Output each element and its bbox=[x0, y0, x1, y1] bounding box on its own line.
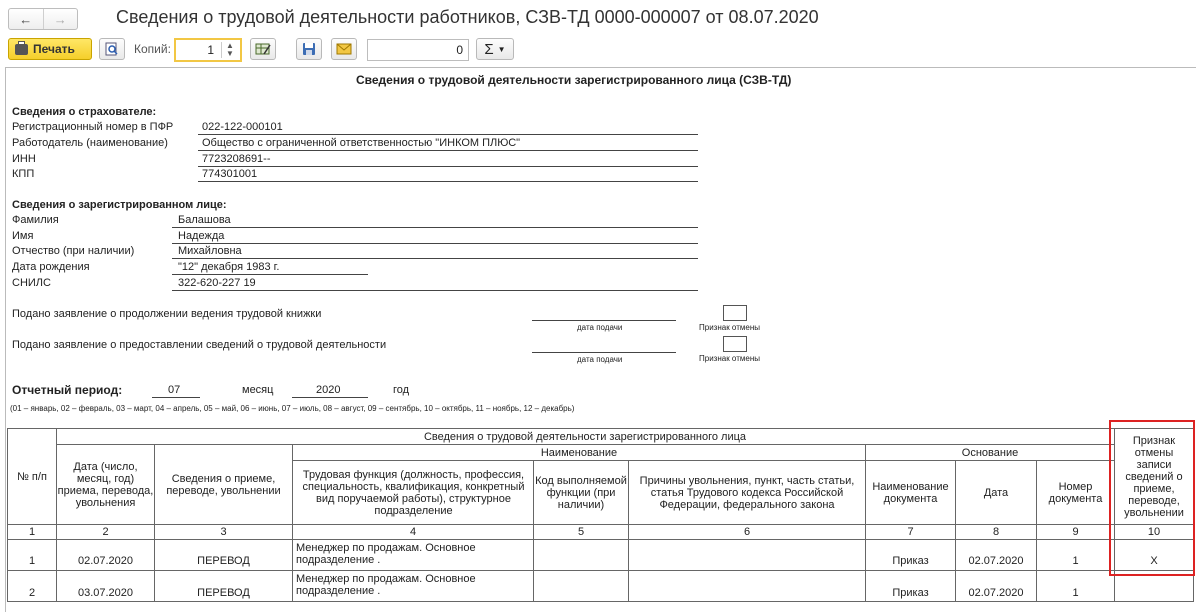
field-label: Работодатель (наименование) bbox=[12, 137, 168, 149]
cancel-checkbox[interactable] bbox=[723, 305, 747, 321]
field-label: ИНН bbox=[12, 153, 36, 165]
header-doc-num: Номер документа bbox=[1048, 480, 1103, 505]
email-button[interactable] bbox=[331, 38, 357, 60]
window-title: Сведения о трудовой деятельности работников, СЗВ-ТД 0000-000007 от 08.07.2020 bbox=[116, 7, 819, 27]
cancel-caption: Признак отмены bbox=[699, 323, 760, 332]
cell-doc-num: 1 bbox=[1072, 586, 1079, 599]
print-button[interactable] bbox=[8, 38, 92, 60]
cell-doc-date: 02.07.2020 bbox=[968, 555, 1024, 567]
cell-cancel bbox=[1115, 584, 1193, 601]
copies-input[interactable] bbox=[174, 38, 242, 62]
field-value: Балашова bbox=[178, 214, 231, 226]
back-arrow-icon[interactable]: ← bbox=[19, 11, 33, 27]
period-year-label: год bbox=[393, 384, 410, 396]
period-label: Отчетный период: bbox=[12, 383, 123, 397]
period-year: 2020 bbox=[316, 384, 341, 396]
title-bar bbox=[0, 0, 1200, 34]
cell-function: Менеджер по продажам. Основное подразделение . bbox=[296, 573, 476, 597]
field-label: КПП bbox=[12, 168, 35, 180]
date-caption: дата подачи bbox=[577, 355, 623, 364]
cell-doc-name: Приказ bbox=[892, 586, 929, 599]
floppy-icon bbox=[302, 42, 316, 56]
header-reason: Причины увольнения, пункт, часть статьи, статья Трудового кодекса Российской Федерации, федерального закона bbox=[639, 474, 855, 511]
header-doc-name: Наименование документа bbox=[872, 480, 949, 505]
document-heading: Сведения о трудовой деятельности зарегистрированного лица (СЗВ-ТД) bbox=[356, 73, 792, 87]
cell-num: 1 bbox=[28, 555, 36, 567]
header-code: Код выполняемой функции (при наличии) bbox=[535, 474, 627, 511]
field-label: Дата рождения bbox=[12, 261, 90, 273]
cell-info: ПЕРЕВОД bbox=[197, 555, 250, 567]
period-month-label: месяц bbox=[242, 384, 274, 396]
header-function: Трудовая функция (должность, профессия, специальность, квалификация, конкретный вид поручаемой работы), структурное подразделение bbox=[302, 468, 525, 517]
period-hint: (01 – январь, 02 – февраль, 03 – март, 04 – апрель, 05 – май, 06 – июнь, 07 – июль, 08 – август, 09 – сентябрь, 10 – октябрь, 11 – ноябрь, 12 – декабрь) bbox=[10, 404, 575, 413]
field-value: Михайловна bbox=[178, 245, 242, 257]
table-edit-icon bbox=[255, 42, 271, 56]
header-date: Дата (число, месяц, год) приема, перевода, увольнения bbox=[57, 460, 154, 509]
person-section-title: Сведения о зарегистрированном лице: bbox=[12, 199, 227, 211]
field-value: 7723208691-- bbox=[202, 153, 271, 165]
cell-date: 02.07.2020 bbox=[77, 555, 134, 567]
field-label: Регистрационный номер в ПФР bbox=[12, 121, 174, 133]
header-info: Сведения о приеме, переводе, увольнении bbox=[166, 472, 281, 497]
field-value: 022-122-000101 bbox=[202, 121, 283, 133]
date-caption: дата подачи bbox=[577, 323, 623, 332]
column-number: 7 bbox=[907, 526, 914, 538]
field-value: Надежда bbox=[178, 230, 225, 242]
field-value: Общество с ограниченной ответственностью "ИНКОМ ПЛЮС" bbox=[202, 137, 521, 149]
cell-num: 2 bbox=[28, 586, 36, 599]
header-doc-date: Дата bbox=[983, 486, 1009, 499]
cell-doc-date: 02.07.2020 bbox=[968, 586, 1024, 599]
column-number: 9 bbox=[1072, 526, 1079, 538]
header-basis-group: Основание bbox=[961, 446, 1019, 459]
magnifier-icon bbox=[105, 42, 119, 56]
header-num: № п/п bbox=[17, 470, 47, 483]
copies-value: 1 bbox=[207, 43, 214, 57]
field-label: Отчество (при наличии) bbox=[12, 245, 135, 257]
application-text: Подано заявление о предоставлении сведений о трудовой деятельности bbox=[12, 339, 387, 351]
field-value: 774301001 bbox=[202, 168, 258, 180]
cell-cancel: Х bbox=[1150, 555, 1158, 567]
header-naming-group: Наименование bbox=[540, 446, 618, 459]
application-text: Подано заявление о продолжении ведения трудовой книжки bbox=[12, 308, 322, 320]
column-number: 4 bbox=[409, 526, 417, 538]
save-button[interactable] bbox=[296, 38, 322, 60]
edit-button[interactable] bbox=[250, 38, 276, 60]
field-label: Имя bbox=[12, 230, 34, 242]
cancel-caption: Признак отмены bbox=[699, 354, 760, 363]
cancel-checkbox[interactable] bbox=[723, 336, 747, 352]
cell-doc-num: 1 bbox=[1072, 555, 1079, 567]
envelope-icon bbox=[336, 43, 352, 55]
column-number: 8 bbox=[992, 526, 1000, 538]
copies-label: Копий: bbox=[134, 42, 171, 56]
sum-field[interactable]: 0 bbox=[367, 39, 469, 61]
insurer-section-title: Сведения о страхователе: bbox=[12, 106, 157, 118]
column-number: 2 bbox=[102, 526, 109, 538]
column-number: 6 bbox=[743, 526, 751, 538]
column-number: 5 bbox=[577, 526, 585, 538]
print-label: Печать bbox=[33, 42, 75, 56]
nav-buttons bbox=[8, 8, 78, 30]
column-number: 1 bbox=[28, 526, 36, 538]
field-label: СНИЛС bbox=[12, 277, 51, 289]
sum-symbol: Σ bbox=[484, 40, 494, 58]
table-group-header: Сведения о трудовой деятельности зарегистрированного лица bbox=[423, 430, 747, 443]
header-cancel: Признак отмены записи сведений о приеме, переводе, увольнении bbox=[1124, 434, 1184, 519]
forward-arrow-icon[interactable]: → bbox=[43, 9, 78, 29]
field-label: Фамилия bbox=[12, 214, 59, 226]
field-value: 322-620-227 19 bbox=[178, 277, 256, 289]
spinner-icon[interactable]: ▲ ▼ bbox=[221, 42, 238, 58]
period-month: 07 bbox=[168, 384, 181, 396]
column-number: 10 bbox=[1147, 526, 1161, 538]
field-value: "12" декабря 1983 г. bbox=[178, 261, 280, 273]
chevron-down-icon: ▼ bbox=[497, 44, 506, 54]
cell-info: ПЕРЕВОД bbox=[197, 586, 250, 599]
cell-date: 03.07.2020 bbox=[77, 586, 134, 599]
sum-button[interactable] bbox=[476, 38, 514, 60]
highlight-frame bbox=[1109, 420, 1195, 576]
column-number: 3 bbox=[220, 526, 227, 538]
cell-doc-name: Приказ bbox=[892, 555, 929, 567]
cell-function: Менеджер по продажам. Основное подразделение . bbox=[296, 542, 476, 566]
printer-icon bbox=[15, 44, 28, 55]
preview-button[interactable] bbox=[99, 38, 125, 60]
